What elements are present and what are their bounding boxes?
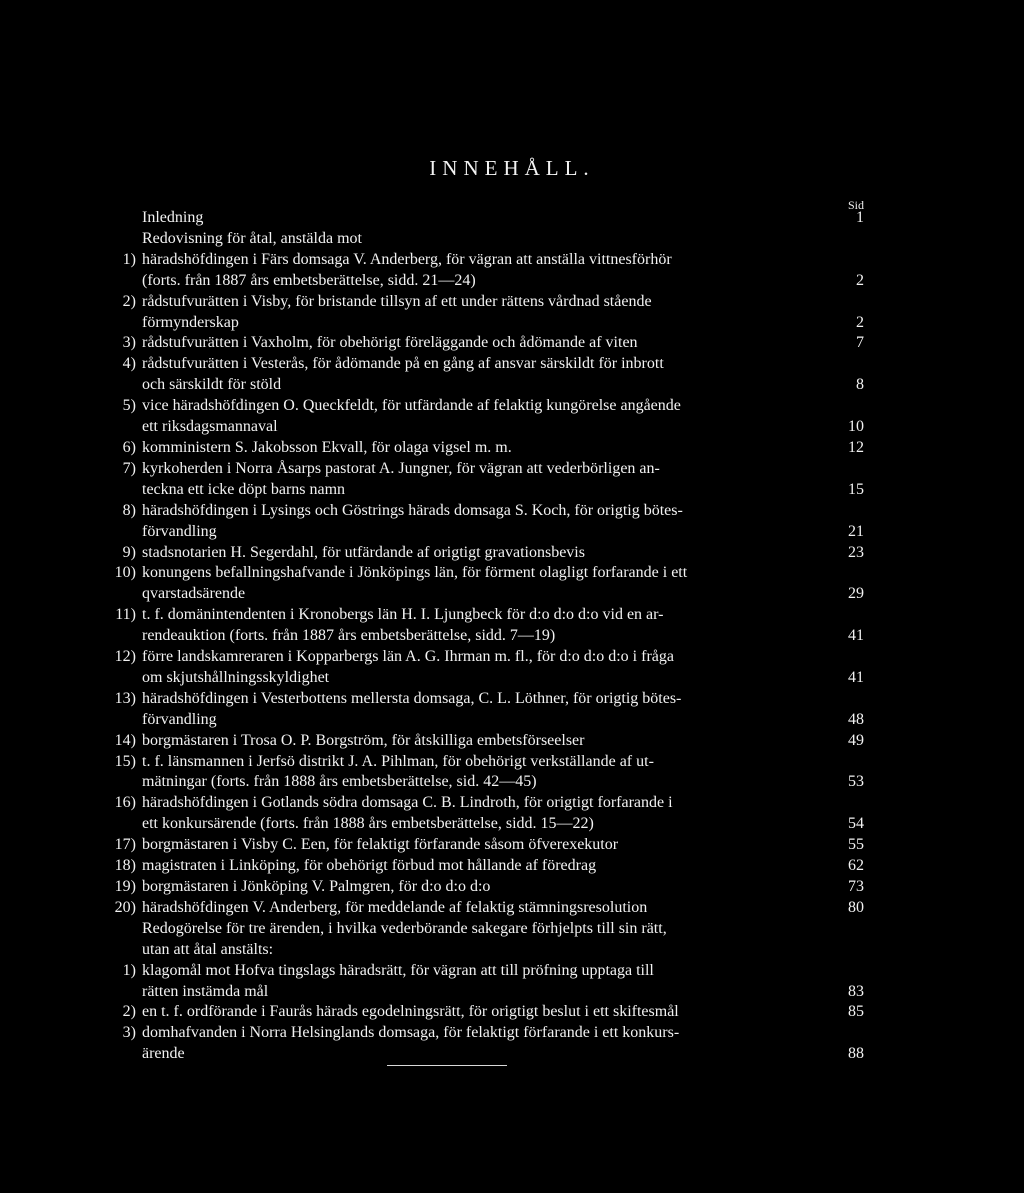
entry-line: rådstufvurätten i Vaxholm, för obehörigt föreläggande och ådömande af viten [142,334,638,352]
toc-entry [0,1002,1024,1023]
entry-number: 9) [122,543,136,561]
entry-line: teckna ett icke döpt barns namn [142,480,346,498]
entry-text [142,543,822,564]
entry-page-number: 62 [848,857,864,875]
entry-line: häradshöfdingen i Lysings och Göstrings härads domsaga S. Koch, för origtig bötes- [142,501,683,519]
entry-number: 17) [114,836,136,854]
entry-line: förvandling [142,710,217,728]
entry-line: domhafvanden i Norra Helsinglands domsaga, för felaktigt förfarande i ett konkurs- [142,1024,680,1042]
entry-text [142,752,822,794]
toc-entry [0,835,1024,856]
entry-line: konungens befallningshafvande i Jönköpings län, för förment olagligt forfarande i ett [142,564,688,582]
entry-number: 20) [114,898,136,916]
page-title: INNEHÅLL. [429,156,595,180]
entry-page-number: 48 [848,710,864,728]
entry-line: mätningar (forts. från 1888 års embetsberättelse, sid. 42—45) [142,773,537,791]
toc-entry [0,919,1024,961]
toc-entry [0,877,1024,898]
entry-page-number: 10 [848,418,864,436]
entry-page-number: 12 [848,438,864,456]
entry-line: borgmästaren i Visby C. Een, för felaktigt förfarande såsom öfverexekutor [142,836,619,854]
toc-entry [0,501,1024,543]
entry-number: 12) [114,648,136,666]
entry-page-number: 1 [856,209,864,226]
entry-text [142,835,822,856]
toc-entry [0,459,1024,501]
entry-number: 8) [122,501,136,519]
entry-line: och särskildt för stöld [142,376,282,394]
entry-line: rendeauktion (forts. från 1887 års embetsberättelse, sidd. 7—19) [142,627,556,645]
entry-text [142,563,822,605]
table-of-contents [0,208,1024,1065]
entry-text [142,459,822,501]
entry-page-number: 88 [848,1045,864,1063]
toc-entry [0,689,1024,731]
entry-number: 5) [122,397,136,415]
entry-line: Redogörelse för tre ärenden, i hvilka vederbörande sakegare förhjelpts till sin rätt, [142,919,667,937]
entry-number: 16) [114,794,136,812]
entry-line: klagomål mot Hofva tingslags häradsrätt, för vägran att till pröfning upptaga till [142,961,654,979]
toc-entry [0,292,1024,334]
entry-line: magistraten i Linköping, för obehörigt förbud mot hållande af föredrag [142,857,597,875]
entry-line: häradshöfdingen V. Anderberg, för meddelande af felaktig stämningsresolution [142,898,648,916]
entry-text [142,1023,822,1065]
entry-line: rådstufvurätten i Vesterås, för ådömande på en gång af ansvar särskildt för inbrott [142,355,664,373]
toc-entry [0,1023,1024,1065]
entry-number: 6) [122,438,136,456]
entry-text [142,396,822,438]
entry-line: en t. f. ordförande i Faurås härads egodelningsrätt, för origtigt beslut i ett skiftesmål [142,1003,679,1021]
entry-number: 15) [114,752,136,770]
entry-page-number: 49 [848,731,864,749]
entry-number: 19) [114,878,136,895]
entry-line: förmynderskap [142,313,239,331]
toc-entry [0,731,1024,752]
entry-line: ett riksdagsmannaval [142,418,278,436]
entry-text [142,250,822,292]
entry-page-number: 41 [848,627,864,645]
entry-number: 2) [122,1003,136,1021]
entry-text [142,647,822,689]
toc-entry [0,250,1024,292]
entry-line: häradshöfdingen i Färs domsaga V. Anderberg, för vägran att anställa vittnesförhör [142,250,672,268]
toc-entry [0,898,1024,919]
toc-entry [0,856,1024,877]
entry-line: kyrkoherden i Norra Åsarps pastorat A. Jungner, för vägran att vederbörligen an- [142,459,660,477]
page-column-label: Sid [847,198,864,212]
entry-page-number: 85 [848,1003,864,1021]
entry-text [142,333,822,354]
toc-entry [0,605,1024,647]
toc-entry [0,438,1024,459]
toc-entry [0,229,1024,250]
entry-page-number: 73 [848,878,864,895]
entry-page-number: 2 [856,271,864,289]
entry-line: häradshöfdingen i Vesterbottens mellersta domsaga, C. L. Löthner, för origtig bötes- [142,689,682,707]
entry-text [142,229,822,250]
entry-line: om skjutshållningsskyldighet [142,668,330,686]
entry-line: borgmästaren i Trosa O. P. Borgström, för åtskilliga embetsförseelser [142,731,585,749]
toc-entry [0,543,1024,564]
entry-text [142,605,822,647]
entry-text [142,292,822,334]
entry-text [142,1002,822,1023]
entry-text [142,501,822,543]
entry-line: rätten instämda mål [142,982,269,1000]
entry-page-number: 8 [856,376,864,394]
entry-line: t. f. domänintendenten i Kronobergs län H. I. Ljungbeck för d:o d:o d:o vid en ar- [142,606,664,624]
entry-page-number: 53 [848,773,864,791]
entry-number: 13) [114,689,136,707]
entry-text [142,689,822,731]
entry-page-number: 15 [848,480,864,498]
entry-page-number: 7 [856,334,864,352]
entry-page-number: 23 [848,543,864,561]
toc-entry [0,647,1024,689]
toc-entry [0,208,1024,229]
entry-line: (forts. från 1887 års embetsberättelse, sidd. 21—24) [142,271,476,289]
entry-number: 1) [122,250,136,268]
entry-text [142,793,822,835]
entry-text [142,731,822,752]
entry-line: t. f. länsmannen i Jerfsö distrikt J. A. Pihlman, för obehörigt verkställande af ut- [142,752,654,770]
entry-number: 3) [122,334,136,352]
entry-line: förvandling [142,522,217,540]
entry-page-number: 54 [848,815,864,833]
entry-line: stadsnotarien H. Segerdahl, för utfärdande af origtigt gravationsbevis [142,543,585,561]
entry-number: 2) [122,292,136,310]
entry-page-number: 2 [856,313,864,331]
entry-line: häradshöfdingen i Gotlands södra domsaga C. B. Lindroth, för origtigt forfarande i [142,794,673,812]
entry-text [142,208,822,229]
entry-number: 18) [114,857,136,875]
entry-line: qvarstadsärende [142,585,246,603]
entry-line: Inledning [142,209,204,226]
entry-text [142,856,822,877]
entry-line: utan att åtal anstälts: [142,940,274,958]
entry-page-number: 29 [848,585,864,603]
entry-number: 10) [114,564,136,582]
entry-number: 7) [122,459,136,477]
entry-line: ärende [142,1045,185,1063]
closing-rule [387,1065,507,1066]
entry-number: 14) [114,731,136,749]
entry-line: ett konkursärende (forts. från 1888 års embetsberättelse, sidd. 15—22) [142,815,594,833]
entry-number: 4) [122,355,136,373]
entry-text [142,919,822,961]
entry-text [142,354,822,396]
entry-page-number: 83 [848,982,864,1000]
toc-entry [0,752,1024,794]
entry-text [142,877,822,898]
entry-line: rådstufvurätten i Visby, för bristande tillsyn af ett under rättens vårdnad stående [142,292,652,310]
toc-entry [0,396,1024,438]
toc-entry [0,563,1024,605]
entry-number: 3) [122,1024,136,1042]
toc-entry [0,961,1024,1003]
entry-number: 1) [122,961,136,979]
toc-entry [0,354,1024,396]
entry-line: komministern S. Jakobsson Ekvall, för olaga vigsel m. m. [142,438,512,456]
entry-page-number: 55 [848,836,864,854]
entry-line: vice häradshöfdingen O. Queckfeldt, för utfärdande af felaktig kungörelse angående [142,397,681,415]
toc-entry [0,333,1024,354]
entry-line: förre landskamreraren i Kopparbergs län A. G. Ihrman m. fl., för d:o d:o d:o i fråga [142,648,674,666]
entry-page-number: 41 [848,668,864,686]
entry-text [142,438,822,459]
toc-entry [0,793,1024,835]
entry-text [142,961,822,1003]
entry-line: borgmästaren i Jönköping V. Palmgren, för d:o d:o d:o [142,878,491,895]
entry-page-number: 80 [848,898,864,916]
entry-text [142,898,822,919]
entry-line: Redovisning för åtal, anstälda mot [142,229,362,247]
entry-number: 11) [115,606,136,624]
entry-page-number: 21 [848,522,864,540]
